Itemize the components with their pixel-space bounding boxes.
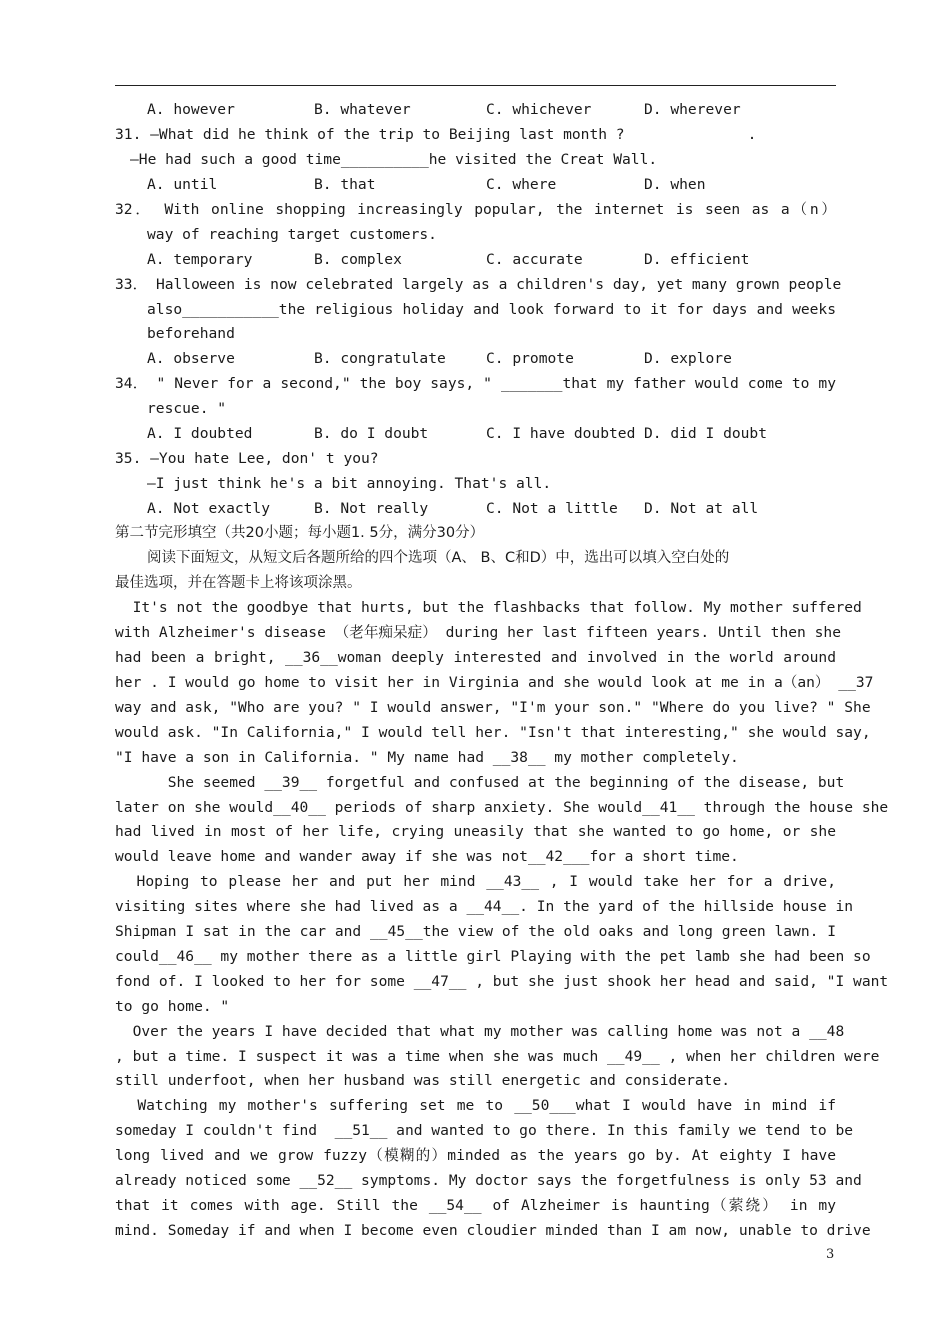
option-a: A. observe [147, 350, 235, 367]
q34-stem-cont: rescue. " [147, 400, 227, 417]
passage-line: way and ask, "Who are you? " I would answer, "I'm your son." "Where do you live? " She [115, 699, 871, 716]
passage-line: already noticed some __52__ symptoms. My doctor says the forgetfulness is only 53 and [115, 1172, 862, 1189]
q32-stem-cont: way of reaching target customers. [147, 226, 437, 243]
option-d: D. explore [644, 350, 732, 367]
option-c: C. whichever [486, 101, 592, 118]
option-a: A. however [147, 101, 235, 118]
passage-line: would ask. "In California," I would tell her. "Isn't that interesting," she would say, [115, 724, 871, 741]
passage-line: her . I would go home to visit her in Virginia and she would look at me in a（an） __37 [115, 674, 874, 691]
option-b: B. complex [314, 251, 402, 268]
q31-stem: 31. —What did he think of the trip to Beijing last month ? . [115, 126, 757, 143]
passage-line: Hoping to please her and put her mind __43__ , I would take her for a drive, [115, 873, 836, 890]
q31-answer-line: —He had such a good time__________he visited the Creat Wall. [130, 151, 658, 168]
passage-line: Over the years I have decided that what my mother was calling home was not a __48 [115, 1023, 845, 1040]
q34-stem: 34． " Never for a second," the boy says, " _______that my father would come to my [115, 375, 836, 392]
option-b: B. do I doubt [314, 425, 429, 442]
passage-line: had been a bright, __36__woman deeply interested and involved in the world around [115, 649, 836, 666]
option-c: C. accurate [486, 251, 583, 268]
q34-options [147, 423, 836, 445]
option-b: B. congratulate [314, 350, 446, 367]
passage-line: Watching my mother's suffering set me to __50___what I would have in mind if [115, 1097, 836, 1114]
option-b: B. whatever [314, 101, 411, 118]
option-d: D. when [644, 176, 706, 193]
option-b: B. that [314, 176, 376, 193]
passage-line: fond of. I looked to her for some __47__ , but she just shook her head and said, "I want [115, 973, 889, 990]
passage-line: still underfoot, when her husband was still energetic and considerate. [115, 1072, 731, 1089]
option-d: D. Not at all [644, 500, 759, 517]
option-a: A. until [147, 176, 218, 193]
option-c: C. promote [486, 350, 574, 367]
header-rule [115, 85, 836, 86]
passage-line: could__46__ my mother there as a little girl Playing with the pet lamb she had been so [115, 948, 871, 965]
q30-options [147, 99, 836, 121]
option-d: D. wherever [644, 101, 741, 118]
q32-options [147, 249, 836, 271]
section-instructions: 阅读下面短文，从短文后各题所给的四个选项（A、 B、C和D）中，选出可以填入空白处的 [147, 550, 730, 566]
passage-line: It's not the goodbye that hurts, but the flashbacks that follow. My mother suffered [115, 599, 862, 616]
passage-line: that it comes with age. Still the __54__ of Alzheimer is haunting（萦绕） in my [115, 1197, 836, 1214]
q32-stem: 32． With online shopping increasingly popular, the internet is seen as a（n） [115, 201, 836, 218]
passage-line: mind. Someday if and when I become even cloudier minded than I am now, unable to drive [115, 1222, 871, 1239]
passage-line: visiting sites where she had lived as a __44__. In the yard of the hillside house in [115, 898, 854, 915]
option-d: D. efficient [644, 251, 750, 268]
passage-line: later on she would__40__ periods of sharp anxiety. She would__41__ through the house she [115, 799, 889, 816]
q33-options [147, 348, 836, 370]
q35-reply: —I just think he's a bit annoying. That's all. [147, 475, 552, 492]
q31-options [147, 174, 836, 196]
passage-line: had lived in most of her life, crying uneasily that she wanted to go home, or she [115, 823, 836, 840]
option-c: C. where [486, 176, 557, 193]
q33-stem-end: beforehand [147, 325, 235, 342]
passage-line: would leave home and wander away if she was not__42___for a short time. [115, 848, 739, 865]
section-instructions-cont: 最佳选项，并在答题卡上将该项涂黑。 [115, 575, 362, 591]
passage-line: , but a time. I suspect it was a time when she was much __49__ , when her children were [115, 1048, 880, 1065]
q35-stem: 35. —You hate Lee, don' t you? [115, 450, 379, 467]
passage-line: long lived and we grow fuzzy（模糊的）minded as the years go by. At eighty I have [115, 1147, 836, 1164]
q33-stem-cont: also___________the religious holiday and look forward to it for days and weeks [147, 301, 836, 318]
option-c: C. Not a little [486, 500, 618, 517]
q33-stem: 33． Halloween is now celebrated largely as a children's day, yet many grown people [115, 276, 842, 293]
passage-line: "I have a son in California. " My name had __38__ my mother completely. [115, 749, 739, 766]
option-b: B. Not really [314, 500, 429, 517]
option-d: D. did I doubt [644, 425, 768, 442]
passage-line: Shipman I sat in the car and __45__the view of the old oaks and long green lawn. I [115, 923, 836, 940]
passage-line: with Alzheimer's disease （老年痴呆症） during her last fifteen years. Until then she [115, 624, 841, 641]
option-a: A. I doubted [147, 425, 253, 442]
option-c: C. I have doubted [486, 425, 636, 442]
option-a: A. Not exactly [147, 500, 271, 517]
option-a: A. temporary [147, 251, 253, 268]
passage-line: someday I couldn't find __51__ and wanted to go there. In this family we tend to be [115, 1122, 854, 1139]
passage-line: She seemed __39__ forgetful and confused at the beginning of the disease, but [115, 774, 845, 791]
page-number: 3 [826, 1247, 835, 1262]
q35-options [147, 498, 836, 520]
passage-line: to go home. " [115, 998, 230, 1015]
section-title: 第二节完形填空（共20小题；每小题1. 5分，满分30分） [115, 525, 485, 541]
